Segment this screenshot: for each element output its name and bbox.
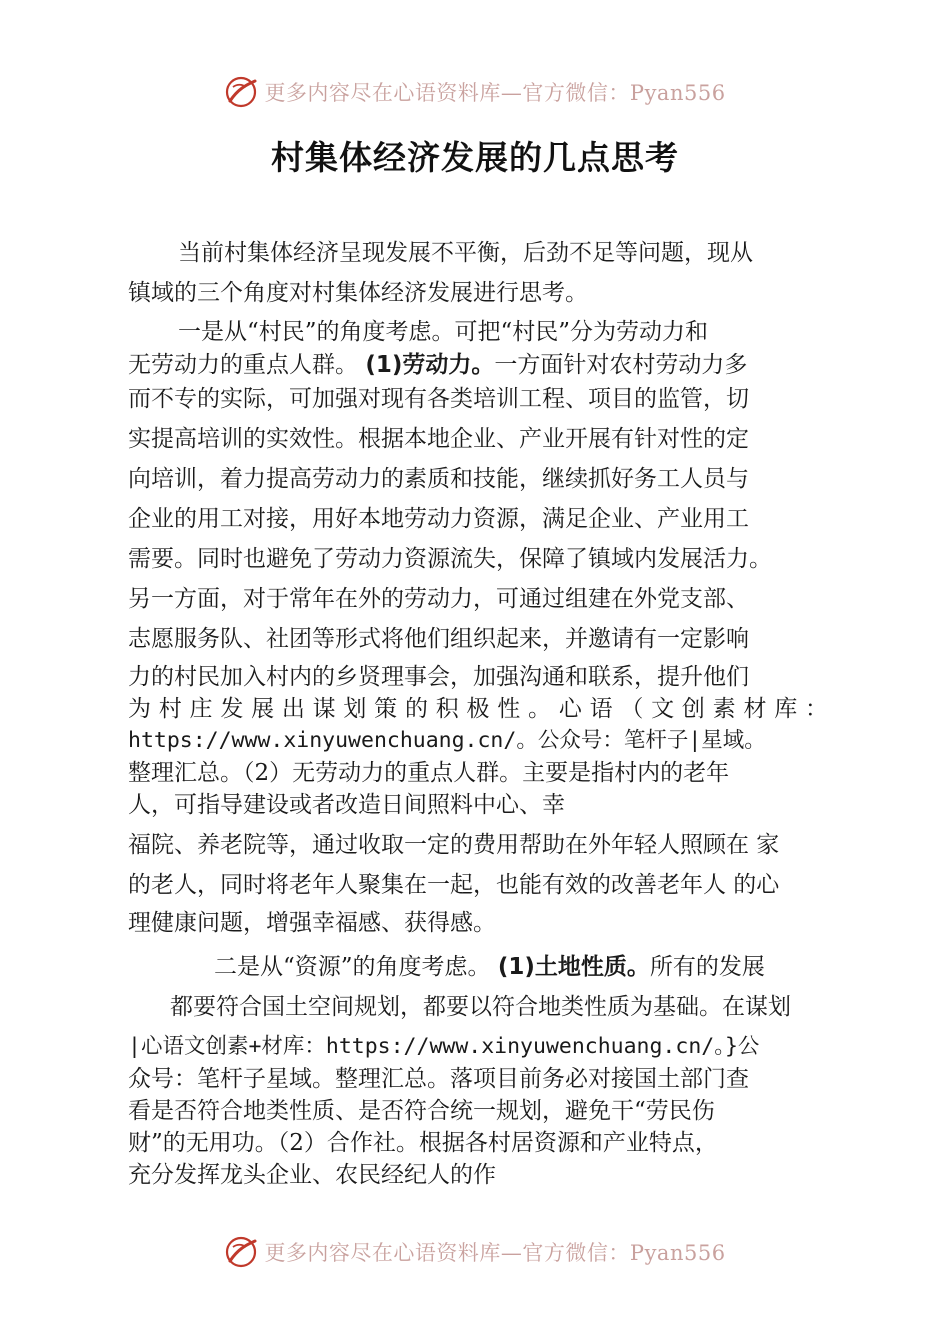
page-title: 村集体经济发展的几点思考 <box>271 138 679 177</box>
paragraph-line: 都要符合国土空间规划，都要以符合地类性质为基础。在谋划 <box>170 994 791 1020</box>
paragraph-line: 企业的用工对接，用好本地劳动力资源，满足企业、产业用工 <box>128 506 749 532</box>
bold-heading: (1)土地性质。 <box>497 954 650 980</box>
header-watermark <box>0 72 950 112</box>
paragraph-line: 看是否符合地类性质、是否符合统一规划，避免干“劳民伤 <box>128 1098 715 1124</box>
paragraph-line: 整理汇总。（2）无劳动力的重点人群。主要是指村内的老年 <box>128 760 730 786</box>
paragraph-line: 财”的无用功。（2）合作社。根据各村居资源和产业特点， <box>128 1130 718 1156</box>
text-run: 二是从“资源”的角度考虑。 <box>214 954 491 980</box>
paragraph-line: 而不专的实际，可加强对现有各类培训工程、项目的监管，切 <box>128 386 749 412</box>
bold-heading: (1)劳动力。 <box>365 352 495 378</box>
logo-icon <box>224 75 258 109</box>
paragraph-line: 为村庄发展出谋划策的积极性。心语（文创素材库： <box>128 696 828 722</box>
paragraph-line: 人，可指导建设或者改造日间照料中心、幸 <box>128 792 565 818</box>
text-run: 所有的发展 <box>649 954 765 980</box>
paragraph-line: 力的村民加入村内的乡贤理事会，加强沟通和联系，提升他们 <box>128 664 749 690</box>
paragraph-line: 理健康问题，增强幸福感、获得感。 <box>128 910 496 936</box>
paragraph-line: 向培训，着力提高劳动力的素质和技能，继续抓好务工人员与 <box>128 466 749 492</box>
paragraph-line: https://www.xinyuwenchuang.cn/。公众号：笔杆子|星域。 <box>128 728 766 753</box>
watermark-text: 更多内容尽在心语资料库—官方微信：Pyan556 <box>264 1241 726 1265</box>
paragraph-line: 当前村集体经济呈现发展不平衡，后劲不足等问题，现从 <box>178 240 753 266</box>
paragraph-line: 福院、养老院等，通过收取一定的费用帮助在外年轻人照顾在 家 <box>128 832 780 858</box>
paragraph-line: 镇域的三个角度对村集体经济发展进行思考。 <box>128 280 588 306</box>
text-run: 一方面针对农村劳动力多 <box>494 352 748 378</box>
paragraph-line: 众号：笔杆子星域。整理汇总。落项目前务必对接国土部门查 <box>128 1066 749 1092</box>
paragraph-line: 的老人，同时将老年人聚集在一起，也能有效的改善老年人 的心 <box>128 872 780 898</box>
paragraph-line: 另一方面，对于常年在外的劳动力，可通过组建在外党支部、 <box>128 586 749 612</box>
paragraph-line <box>214 950 828 984</box>
footer-watermark <box>0 1232 950 1272</box>
logo-icon <box>224 1235 258 1269</box>
paragraph-line: |心语文创素+材库：https://www.xinyuwenchuang.cn/。}公 <box>128 1034 760 1059</box>
paragraph-line: 实提高培训的实效性。根据本地企业、产业开展有针对性的定 <box>128 426 749 452</box>
paragraph-line: 充分发挥龙头企业、农民经纪人的作 <box>128 1162 496 1188</box>
text-run: 无劳动力的重点人群。 <box>128 352 358 378</box>
paragraph-line: 志愿服务队、社团等形式将他们组织起来，并邀请有一定影响 <box>128 626 749 652</box>
paragraph-line <box>128 348 828 382</box>
paragraph-line: 一是从“村民”的角度考虑。可把“村民”分为劳动力和 <box>178 319 709 345</box>
paragraph-line: 需要。同时也避免了劳动力资源流失，保障了镇域内发展活力。 <box>128 546 772 572</box>
watermark-text: 更多内容尽在心语资料库—官方微信：Pyan556 <box>264 81 726 105</box>
